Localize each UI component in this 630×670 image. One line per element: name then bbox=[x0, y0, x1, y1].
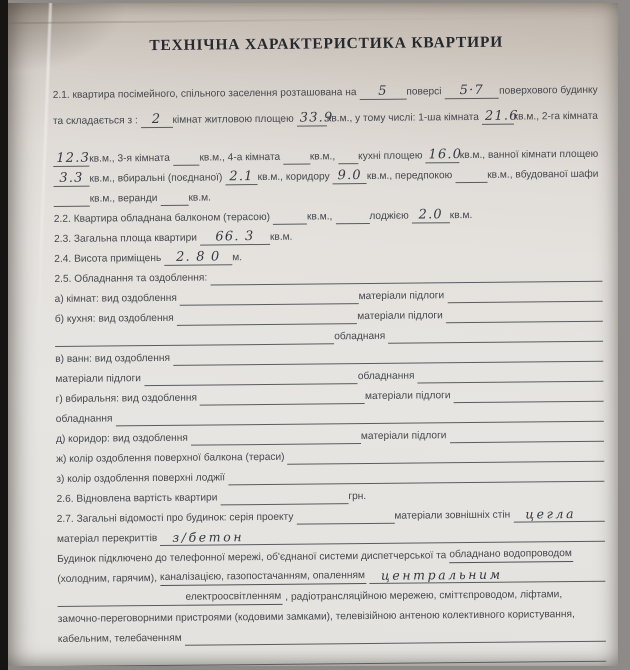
printed-text: кв.м. bbox=[188, 192, 212, 204]
handwritten-value: 66. 3 bbox=[200, 229, 270, 246]
form-line bbox=[53, 104, 601, 129]
blank-underline bbox=[388, 326, 603, 344]
printed-text: г) вбиральня: вид оздоблення bbox=[55, 392, 198, 405]
handwritten-value: 2. 8 0 bbox=[164, 249, 232, 266]
printed-text: матеріали підлоги bbox=[360, 430, 447, 443]
printed-text: м. bbox=[232, 252, 243, 264]
printed-text: матеріал перекриттів bbox=[56, 533, 158, 545]
printed-text: кв.м., коридору bbox=[257, 171, 330, 184]
blank-underline bbox=[296, 508, 394, 525]
printed-text: б) кухня: вид оздоблення bbox=[54, 312, 174, 325]
form-lines bbox=[53, 78, 607, 666]
handwritten-value: 5 bbox=[360, 84, 407, 100]
blank-underline bbox=[58, 646, 606, 666]
document-title: ТЕХНІЧНА ХАРАКТЕРИСТИКА КВАРТИРИ bbox=[149, 33, 504, 55]
printed-text: Будинок підключено до телефонної мережі, об'єднаної системи диспетчерської та bbox=[57, 550, 447, 565]
handwritten-value: 33.9 bbox=[297, 110, 327, 126]
printed-text: кімнат житловою площею bbox=[172, 113, 294, 126]
printed-text: кв.м., 4-а кімната bbox=[199, 151, 281, 164]
printed-text: 2.2. Квартира обладнана балконом (терасою) bbox=[53, 211, 271, 225]
blank-underline bbox=[180, 288, 359, 306]
printed-text: 2.4. Висота приміщень bbox=[54, 252, 162, 265]
underlined-text: каналізацією, газопостачанням, опаленням bbox=[160, 569, 366, 586]
handwritten-value: центральним bbox=[369, 566, 605, 584]
printed-text: поверсі bbox=[406, 86, 442, 98]
printed-text: (холодним, гарячим), bbox=[57, 573, 158, 585]
printed-text: поверхового будинку bbox=[499, 84, 598, 97]
blank-underline bbox=[220, 488, 348, 505]
printed-text: кабельним, телебаченням bbox=[57, 632, 182, 645]
handwritten-value: 9.0 bbox=[333, 168, 367, 184]
printed-text: з) колір оздоблення поверхні лоджії bbox=[56, 472, 226, 485]
printed-text: обладнаня bbox=[334, 330, 386, 343]
printed-text: 2.3. Загальна площа квартири bbox=[54, 232, 197, 245]
handwritten-value: 5·7 bbox=[444, 83, 499, 100]
handwritten-value: цегла bbox=[513, 506, 605, 523]
blank-underline bbox=[273, 209, 307, 225]
printed-text: 2.6. Відновлена вартість квартири bbox=[56, 492, 218, 505]
form-content bbox=[52, 20, 606, 666]
blank-underline bbox=[177, 308, 358, 326]
printed-text: обладнання bbox=[357, 370, 415, 383]
blank-underline bbox=[54, 191, 90, 207]
underlined-text: обладнано водопроводом bbox=[449, 547, 573, 563]
underlined-text: електроосвітленням bbox=[185, 590, 282, 606]
printed-text: 2.1. квартира посімейного, спільного заселення розташована на bbox=[52, 87, 357, 101]
printed-text: матеріали підлоги bbox=[357, 310, 443, 323]
blank-underline bbox=[55, 328, 334, 347]
blank-underline bbox=[160, 190, 188, 206]
handwritten-value: 2 bbox=[141, 112, 173, 128]
blank-underline bbox=[455, 167, 487, 183]
handwritten-value: 16.0 bbox=[425, 147, 459, 163]
printed-text: кв.м., передпокою bbox=[366, 170, 453, 182]
handwritten-value: 2.1 bbox=[225, 169, 257, 185]
printed-text: лоджією bbox=[369, 210, 409, 222]
printed-text: та складається з : bbox=[52, 115, 138, 127]
blank-underline bbox=[144, 368, 358, 386]
blank-underline bbox=[335, 208, 369, 224]
printed-text: ж) колір оздоблення поверхної балкона (тераси) bbox=[56, 451, 285, 465]
printed-text: кв.м., вбудованої шафи bbox=[487, 168, 599, 181]
handwritten-value: 21.6 bbox=[482, 109, 514, 125]
blank-underline bbox=[417, 366, 603, 384]
blank-underline bbox=[191, 428, 361, 446]
printed-text: кв.м., 2-га кімната bbox=[513, 110, 598, 123]
printed-text: кв.м., 3-я кімната bbox=[89, 152, 170, 165]
printed-text: матеріали підлоги bbox=[364, 390, 451, 403]
printed-text: обладнання bbox=[55, 413, 113, 425]
blank-underline bbox=[57, 590, 185, 607]
printed-text: кв.м., у тому числі: 1-ша кімната bbox=[326, 111, 480, 125]
printed-text: в) ванн: вид оздоблення bbox=[55, 352, 171, 365]
printed-text: , радіотрансляційною мережею, сміттєпроводом, ліфтами, bbox=[285, 589, 563, 603]
blank-underline bbox=[200, 388, 365, 406]
printed-text: кв.м., веранди bbox=[89, 192, 158, 205]
handwritten-value: з/бетон bbox=[160, 526, 605, 546]
handwritten-value: 3.3 bbox=[53, 171, 89, 187]
blank-underline bbox=[287, 446, 604, 465]
blank-underline bbox=[453, 386, 603, 403]
printed-text: 2.7. Загальні відомості про будинок: серія проекту bbox=[56, 511, 294, 525]
blank-underline bbox=[446, 306, 603, 324]
printed-text: замочно-переговорними пристроями (кодовими замками), телевізійною антеною колективного користування, bbox=[57, 609, 575, 625]
blank-underline bbox=[447, 286, 603, 303]
printed-text: матеріали підлоги bbox=[55, 373, 142, 385]
paper bbox=[8, 3, 618, 666]
printed-text: кв.м. bbox=[269, 231, 293, 243]
printed-text: кв.м. bbox=[449, 209, 473, 222]
blank-underline bbox=[173, 150, 200, 166]
printed-text: кухні площею bbox=[358, 150, 423, 163]
scan-left-edge bbox=[0, 0, 8, 670]
handwritten-value: 2.0 bbox=[412, 207, 450, 223]
printed-text: кв.м., ванної кімнати площею bbox=[459, 148, 599, 162]
printed-text: кв.м., bbox=[306, 211, 333, 223]
printed-text: матеріали підлоги bbox=[358, 290, 445, 303]
blank-underline bbox=[283, 149, 310, 165]
printed-text: д) коридор: вид оздоблення bbox=[55, 432, 188, 445]
printed-text: кв.м., вбиральні (поєднаної) bbox=[89, 172, 223, 185]
printed-text: 2.5. Обладнання та оздоблення: bbox=[54, 272, 208, 285]
handwritten-value: 12.3 bbox=[53, 151, 89, 167]
paper-crease bbox=[35, 3, 53, 377]
blank-underline bbox=[338, 148, 358, 164]
printed-text: грн. bbox=[348, 491, 367, 503]
printed-text: кв.м., bbox=[309, 151, 336, 163]
printed-text: а) кімнат: вид оздоблення bbox=[54, 292, 177, 305]
blank-underline bbox=[449, 426, 604, 443]
form-line bbox=[53, 78, 601, 103]
printed-text: матеріали зовнішніх стін bbox=[394, 509, 511, 522]
